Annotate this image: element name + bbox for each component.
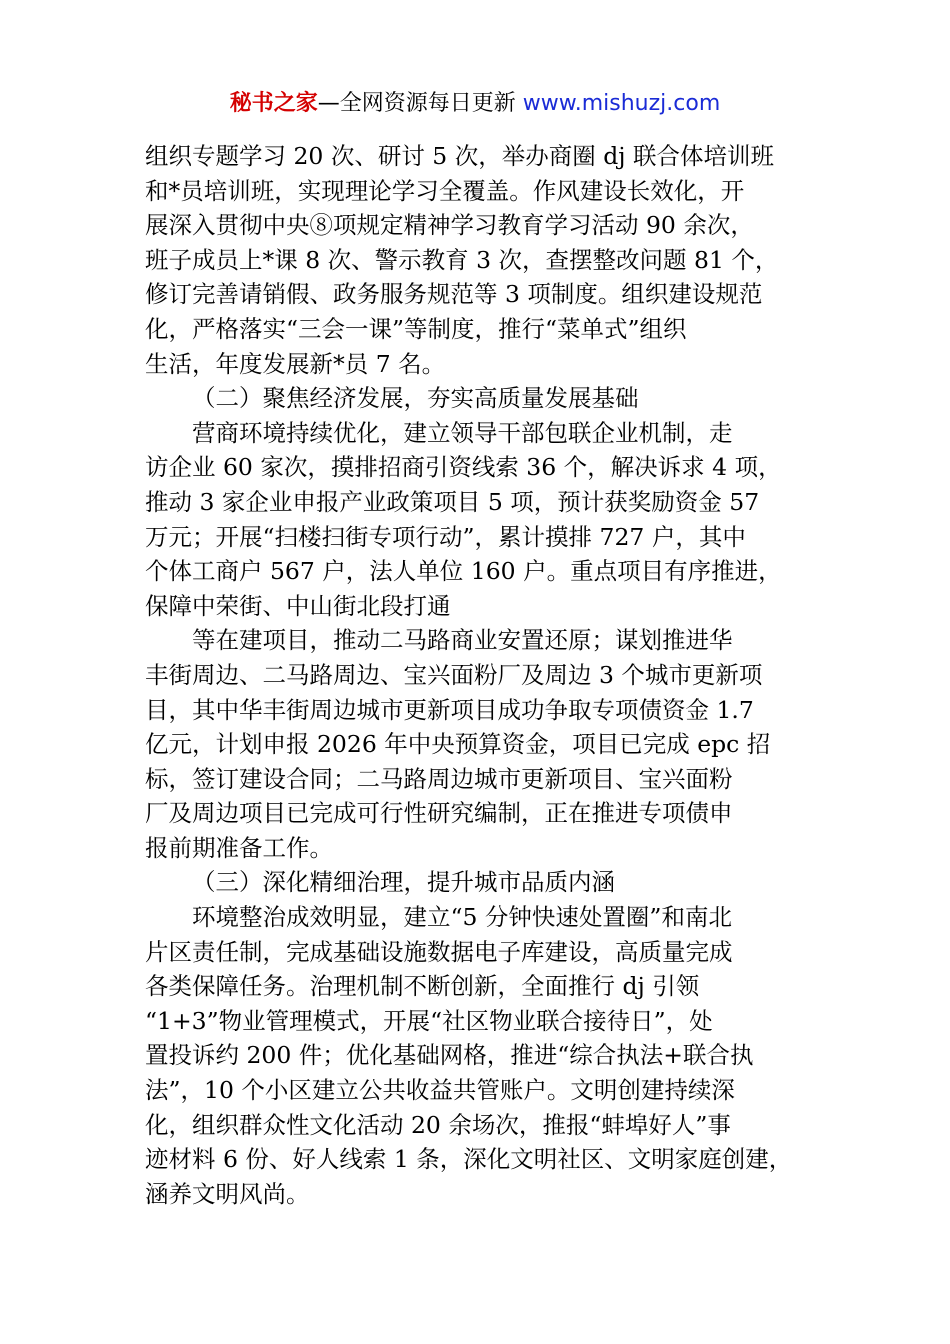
- document-body: [145, 139, 845, 1211]
- text-line: 迹材料 6 份、好人线索 1 条，深化文明社区、文明家庭创建，: [145, 1145, 793, 1174]
- text-line: 法”，10 个小区建立公共收益共管账户。文明创建持续深: [145, 1076, 735, 1105]
- text-line: 万元；开展“扫楼扫街专项行动”，累计摸排 727 户，其中: [145, 522, 746, 551]
- text-line: 置投诉约 200 件；优化基础网格，推进“综合执法+联合执: [145, 1041, 754, 1070]
- text-line: 片区责任制，完成基础设施数据电子库建设，高质量完成: [145, 937, 733, 966]
- text-line: 组织专题学习 20 次、研讨 5 次，举办商圈 dj 联合体培训班: [145, 142, 775, 170]
- text-line: 保障中荣街、中山街北段打通: [145, 591, 451, 620]
- site-header: [0, 88, 950, 120]
- text-line: 报前期准备工作。: [145, 833, 333, 862]
- text-line: 化，严格落实“三会一课”等制度，推行“菜单式”组织: [145, 314, 687, 343]
- text-line: 目，其中华丰街周边城市更新项目成功争取专项债资金 1.7: [145, 695, 754, 724]
- text-line: 营商环境持续优化，建立领导干部包联企业机制，走: [192, 418, 733, 447]
- header-tagline: —全网资源每日更新: [317, 91, 523, 116]
- text-line: 和*员培训班，实现理论学习全覆盖。作风建设长效化，开: [145, 176, 745, 205]
- site-url-link[interactable]: www.mishuzj.com: [522, 91, 721, 116]
- text-line: 标，签订建设合同；二马路周边城市更新项目、宝兴面粉: [145, 764, 733, 793]
- text-line: 个体工商户 567 户，法人单位 160 户。重点项目有序推进，: [145, 557, 782, 586]
- text-line: 生活，年度发展新*员 7 名。: [145, 349, 446, 378]
- text-line: 各类保障任务。治理机制不断创新，全面推行 dj 引领: [145, 972, 700, 1001]
- section-heading: （三）深化精细治理，提升城市品质内涵: [192, 868, 615, 897]
- text-line: 厂及周边项目已完成可行性研究编制，正在推进专项债申: [145, 799, 733, 828]
- text-line: 推动 3 家企业申报产业政策项目 5 项，预计获奖励资金 57: [145, 487, 760, 516]
- text-line: 班子成员上*课 8 次、警示教育 3 次，查摆整改问题 81 个，: [145, 245, 779, 274]
- text-line: 修订完善请销假、政务服务规范等 3 项制度。组织建设规范: [145, 280, 763, 309]
- text-line: 环境整治成效明显，建立“5 分钟快速处置圈”和南北: [192, 903, 732, 932]
- text-line: 访企业 60 家次，摸排招商引资线索 36 个，解决诉求 4 项，: [145, 453, 782, 482]
- text-line: “1+3”物业管理模式，开展“社区物业联合接待日”，处: [145, 1006, 713, 1035]
- brand-name: 秘书之家: [229, 91, 318, 116]
- text-line: 展深入贯彻中央⑧项规定精神学习教育学习活动 90 余次，: [145, 211, 754, 240]
- text-line: 丰街周边、二马路周边、宝兴面粉厂及周边 3 个城市更新项: [145, 660, 763, 689]
- text-line: 涵养文明风尚。: [145, 1179, 310, 1208]
- text-line: 等在建项目，推动二马路商业安置还原；谋划推进华: [192, 626, 733, 655]
- text-line: 化，组织群众性文化活动 20 余场次，推报“蚌埠好人”事: [145, 1110, 731, 1139]
- text-line: 亿元，计划申报 2026 年中央预算资金，项目已完成 epc 招: [145, 730, 771, 759]
- section-heading: （二）聚焦经济发展，夯实高质量发展基础: [192, 384, 639, 413]
